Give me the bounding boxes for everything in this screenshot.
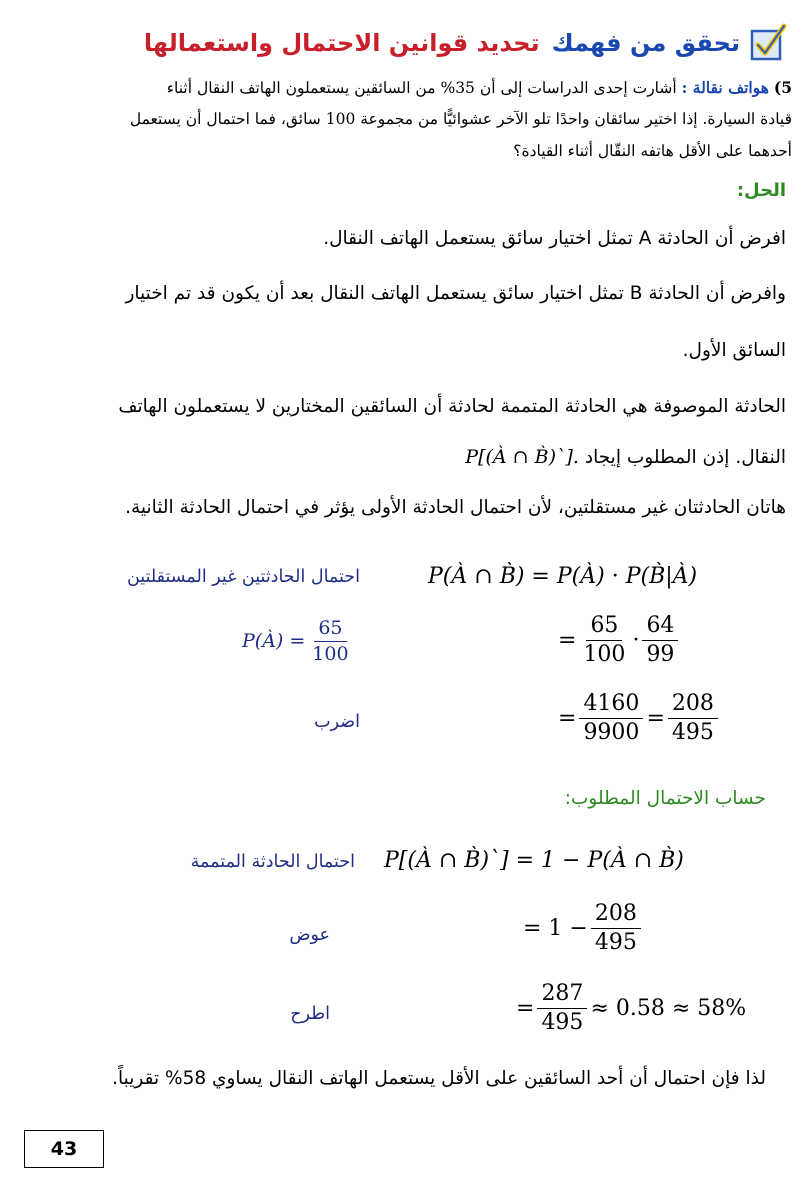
approx-result: ≈ 0.58 ≈ 58% (590, 996, 747, 1022)
fraction-numerator: 65 (314, 618, 346, 642)
calc2-row1-expr: P[(À ∩ B̀)`] = 1 − P(À ∩ B̀) (384, 848, 684, 873)
calc1-row2-expr (558, 614, 681, 667)
fraction-denominator: 495 (594, 930, 637, 956)
fraction-64-99 (642, 614, 678, 667)
equals-sign: = (558, 706, 577, 732)
solution-paragraph-2b: السائق الأول. (682, 340, 786, 361)
exercise-label: هواتف نقالة : (681, 78, 769, 97)
calc2-row2-note: عوض (289, 925, 330, 945)
fraction-numerator: 208 (668, 692, 718, 719)
one-minus: = 1 − (523, 916, 588, 942)
fraction-denominator: 495 (541, 1010, 584, 1036)
required-heading: حساب الاحتمال المطلوب: (564, 788, 766, 809)
calc1-row1-note: احتمال الحادثتين غير المستقلتين (126, 567, 360, 587)
fraction-denominator: 99 (646, 642, 675, 668)
calc2-row2-expr (523, 902, 644, 955)
calc2-row1-note: احتمال الحادثة المتممة (190, 852, 355, 872)
fraction-4160-9900 (579, 692, 643, 745)
exercise-line-1 (8, 78, 792, 97)
exercise-number: 5) (773, 78, 792, 97)
fraction-numerator: 287 (537, 982, 587, 1009)
equals-sign: = (646, 706, 665, 732)
calc1-row2-note (242, 618, 356, 665)
fraction-numerator: 65 (586, 614, 622, 641)
checkbox-check-icon (750, 23, 788, 63)
solution-heading: الحل: (736, 180, 786, 201)
fraction-65-100 (579, 614, 629, 667)
calc1-row1-expr: P(À ∩ B̀) = P(À) · P(B̀|À) (428, 564, 698, 589)
header-title-blue: تحقق من فهمك (551, 29, 740, 57)
solution-paragraph-3a: الحادثة الموصوفة هي الحادثة المتممة لحادثة أن السائقين المختارين لا يستعملون الهاتف (118, 396, 786, 417)
calc2-row3-expr (516, 982, 746, 1035)
equals-sign: = (516, 996, 535, 1022)
calc1-row3-expr (558, 692, 721, 745)
fraction-denominator: 9900 (583, 720, 640, 746)
header-title-red: تحديد قوانين الاحتمال واستعمالها (143, 29, 540, 57)
fraction-numerator: 4160 (579, 692, 643, 719)
fraction-numerator: 64 (642, 614, 678, 641)
page-number-box (24, 1130, 104, 1168)
solution-paragraph-3b (16, 446, 786, 468)
fraction-287-495 (537, 982, 587, 1035)
calc1-row3-note: اضرب (314, 712, 360, 732)
fraction-denominator: 100 (312, 642, 349, 665)
fraction-numerator: 208 (591, 902, 641, 929)
exercise-text-3: أحدهما على الأقل هاتفه النقّال أثناء القيادة؟ (513, 142, 792, 160)
equals-sign: = (558, 628, 577, 654)
fraction-denominator: 495 (671, 720, 714, 746)
fraction-denominator: 100 (583, 642, 626, 668)
solution-paragraph-3b-text: النقال. إذن المطلوب إيجاد (584, 447, 786, 468)
fraction-208-495 (591, 902, 641, 955)
exercise-text-2: قيادة السيارة. إذا اختير سائقان واحدًا تلو الآخر عشوائيًّا من مجموعة 100 سائق، فما احتمال أن يستعمل (129, 110, 792, 128)
fraction-208-495 (668, 692, 718, 745)
complement-expression: P[(À ∩ B̀)`]. (465, 446, 579, 468)
exercise-text-1: أشارت إحدى الدراسات إلى أن 35% من السائقين يستعملون الهاتف النقال أثناء (166, 79, 677, 97)
page-number: 43 (50, 1138, 78, 1160)
calc1-row2-note-lhs: P(À) = (242, 630, 306, 653)
solution-paragraph-4: هاتان الحادثتان غير مستقلتين، لأن احتمال الحادثة الأولى يؤثر في احتمال الحادثة الثانية. (125, 497, 786, 518)
conclusion: لذا فإن احتمال أن أحد السائقين على الأقل يستعمل الهاتف النقال يساوي 58% تقريباً. (112, 1068, 766, 1089)
solution-paragraph-2a: وافرض أن الحادثة B تمثل اختيار سائق يستعمل الهاتف النقال بعد أن يكون قد تم اختيار (125, 283, 786, 304)
solution-paragraph-1: افرض أن الحادثة A تمثل اختيار سائق يستعمل الهاتف النقال. (323, 228, 786, 249)
multiply-dot: · (632, 628, 640, 654)
section-header (144, 18, 788, 68)
calc1-row2-note-fraction (308, 618, 352, 665)
calc2-row3-note: اطرح (290, 1004, 330, 1024)
